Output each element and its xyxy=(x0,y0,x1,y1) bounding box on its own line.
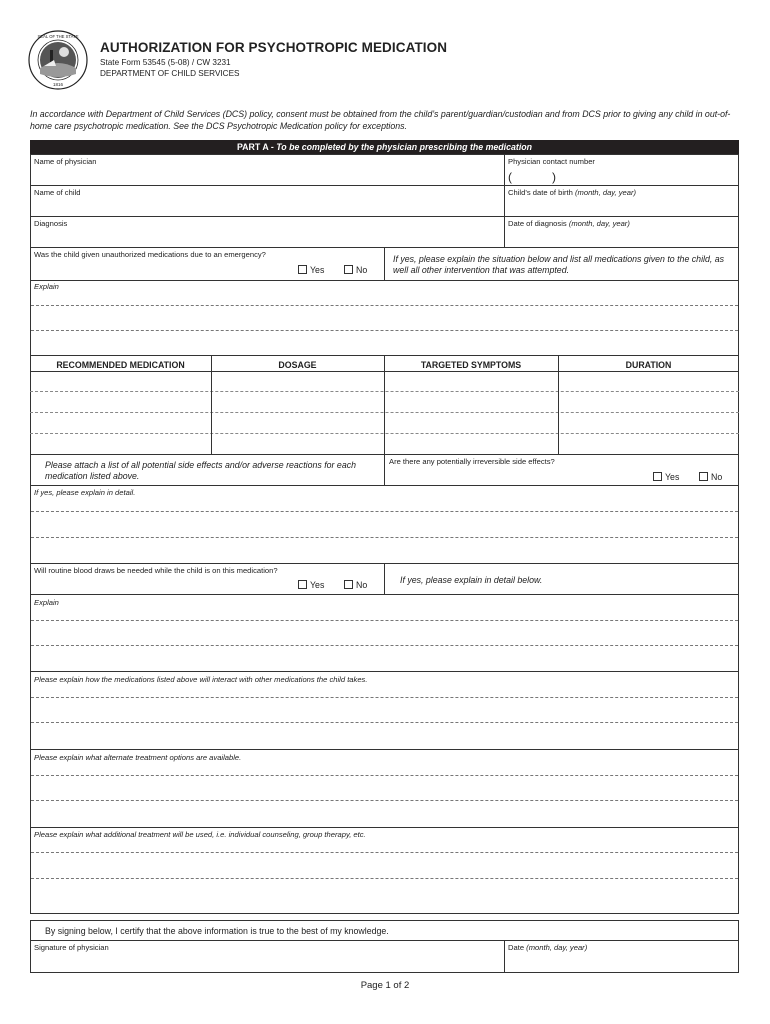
side-effects-yes-checkbox[interactable] xyxy=(653,472,679,482)
physician-signature-label: Signature of physician xyxy=(34,943,109,952)
emergency-note: If yes, please explain the situation below and list all medications given to the child, as well all other intervention that was attempted. xyxy=(393,254,725,275)
blood-draw-question: Will routine blood draws be needed while the child is on this medication? xyxy=(34,566,278,575)
checkbox-square xyxy=(344,265,353,274)
emergency-question: Was the child given unauthorized medications due to an emergency? xyxy=(34,250,266,259)
child-name-label: Name of child xyxy=(34,188,81,197)
signature-date-hint: (month, day, year) xyxy=(526,943,588,952)
dashed-line xyxy=(31,800,738,801)
col-recommended-medication: RECOMMENDED MEDICATION xyxy=(56,360,185,370)
col-dosage: DOSAGE xyxy=(278,360,317,370)
checkbox-square xyxy=(298,265,307,274)
part-a-prefix: PART A - xyxy=(236,142,277,152)
blood-draw-note: If yes, please explain in detail below. xyxy=(400,575,543,585)
checkbox-label: Yes xyxy=(665,472,680,482)
emergency-explain-label: Explain xyxy=(34,282,59,291)
checkbox-label: Yes xyxy=(310,265,325,275)
alternate-treatment-label: Please explain what alternate treatment options are available. xyxy=(34,753,242,762)
child-dob-label xyxy=(508,188,636,197)
row-divider xyxy=(30,594,739,595)
emergency-no-checkbox[interactable] xyxy=(344,265,367,275)
department-name: DEPARTMENT OF CHILD SERVICES xyxy=(100,69,240,78)
row-divider xyxy=(30,671,739,672)
svg-text:1816: 1816 xyxy=(52,82,64,87)
physician-name-label: Name of physician xyxy=(34,157,97,166)
svg-text:SEAL OF THE STATE: SEAL OF THE STATE xyxy=(37,34,79,39)
dashed-line xyxy=(31,537,738,538)
intro-paragraph: In accordance with Department of Child Services (DCS) policy, consent must be obtained from the child’s parent/guardian/custodian and from DCS prior to giving any child in out-of-home care psychotropic medication. See the DCS Psychotropic Medication policy for exceptions. xyxy=(30,109,731,131)
checkbox-square xyxy=(344,580,353,589)
column-divider xyxy=(384,563,385,594)
diagnosis-date-hint: (month, day, year) xyxy=(568,219,630,228)
checkbox-label: No xyxy=(356,580,368,590)
row-divider xyxy=(30,185,739,186)
dashed-line xyxy=(31,620,738,621)
row-divider xyxy=(30,280,739,281)
checkbox-label: No xyxy=(711,472,723,482)
dashed-line xyxy=(31,511,738,512)
additional-treatment-label: Please explain what additional treatment will be used, i.e. individual counseling, group therapy, etc. xyxy=(34,830,366,839)
physician-name-field[interactable] xyxy=(34,196,500,212)
dashed-line xyxy=(31,852,738,853)
side-effects-explain-label: If yes, please explain in detail. xyxy=(34,488,136,497)
blood-explain-label: Explain xyxy=(34,598,59,607)
area-code-close: ) xyxy=(552,170,556,184)
form-number: State Form 53545 (5-08) / CW 3231 xyxy=(100,58,231,67)
checkbox-square xyxy=(298,580,307,589)
emergency-yes-checkbox[interactable] xyxy=(298,265,324,275)
child-dob-hint: (month, day, year) xyxy=(575,188,637,197)
column-divider xyxy=(504,154,505,247)
signature-date-text: Date xyxy=(508,943,525,952)
form-title: AUTHORIZATION FOR PSYCHOTROPIC MEDICATION xyxy=(100,40,448,55)
checkbox-label: No xyxy=(356,265,368,275)
row-divider xyxy=(30,827,739,828)
interactions-label: Please explain how the medications listed above will interact with other medications the child takes. xyxy=(34,675,368,684)
dashed-line xyxy=(31,878,738,879)
part-a-heading: To be completed by the physician prescribing the medication xyxy=(276,142,533,152)
dashed-line xyxy=(31,697,738,698)
row-divider xyxy=(30,749,739,750)
part-a-header xyxy=(30,140,739,154)
side-effects-note: Please attach a list of all potential side effects and/or adverse reactions for each medication listed above. xyxy=(45,460,357,481)
area-code-open: ( xyxy=(508,170,512,184)
physician-signature-field[interactable] xyxy=(34,953,500,971)
child-dob-text: Child’s date of birth xyxy=(508,188,573,197)
checkbox-square xyxy=(653,472,662,481)
blood-no-checkbox[interactable] xyxy=(344,580,367,590)
physician-contact-label: Physician contact number xyxy=(508,157,595,166)
signature-date-field[interactable] xyxy=(508,953,736,971)
diagnosis-date-text: Date of diagnosis xyxy=(508,219,567,228)
certify-statement: By signing below, I certify that the above information is true to the best of my knowledge. xyxy=(45,926,389,936)
column-divider xyxy=(384,454,385,485)
col-targeted-symptoms: TARGETED SYMPTOMS xyxy=(420,360,522,370)
dashed-line xyxy=(31,775,738,776)
page-number: Page 1 of 2 xyxy=(360,980,410,991)
checkbox-square xyxy=(699,472,708,481)
diagnosis-date-label xyxy=(508,219,630,228)
row-divider xyxy=(30,940,739,941)
column-divider xyxy=(504,940,505,973)
column-divider xyxy=(384,247,385,280)
signature-date-label xyxy=(508,943,587,952)
checkbox-label: Yes xyxy=(310,580,325,590)
row-divider xyxy=(30,216,739,217)
side-effects-no-checkbox[interactable] xyxy=(699,472,722,482)
dashed-line xyxy=(31,330,738,331)
diagnosis-label: Diagnosis xyxy=(34,219,68,228)
blood-yes-checkbox[interactable] xyxy=(298,580,324,590)
dashed-line xyxy=(31,722,738,723)
dashed-line xyxy=(31,645,738,646)
side-effects-question: Are there any potentially irreversible side effects? xyxy=(389,457,555,466)
col-duration: DURATION xyxy=(625,360,672,370)
row-divider xyxy=(30,485,739,486)
state-seal-logo xyxy=(28,30,88,90)
dashed-line xyxy=(31,305,738,306)
